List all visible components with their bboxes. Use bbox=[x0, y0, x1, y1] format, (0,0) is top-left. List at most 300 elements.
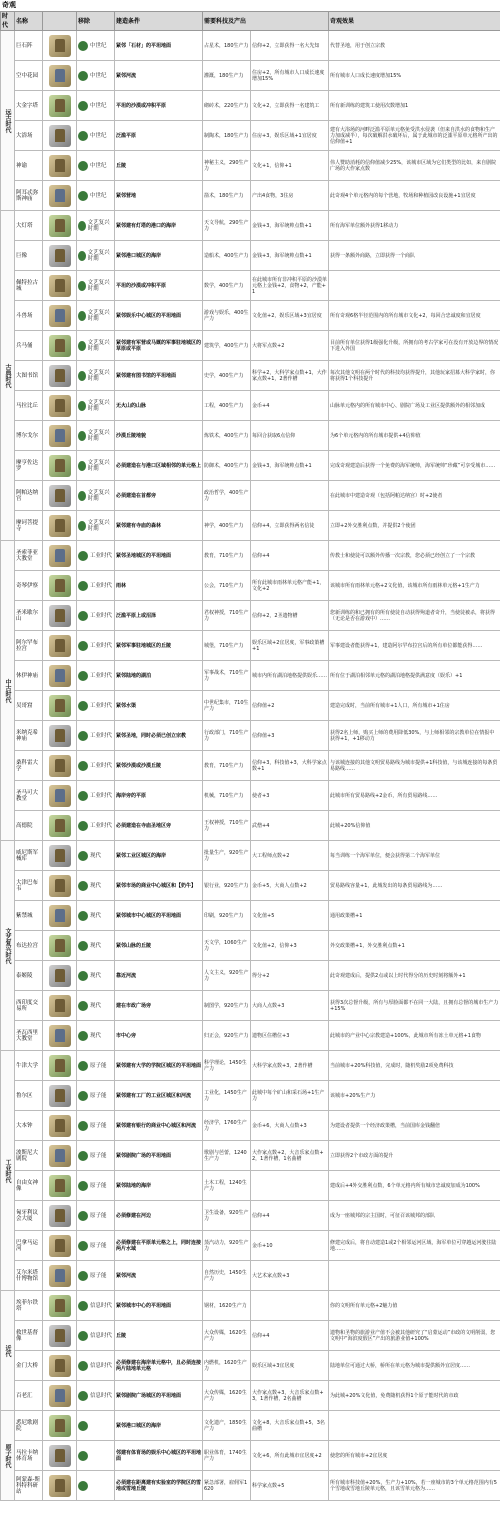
build-condition: 紧邻河流 bbox=[115, 1261, 203, 1291]
wonder-name: 紫禁城 bbox=[15, 901, 43, 931]
wonder-icon bbox=[49, 635, 71, 657]
wonders-table bbox=[0, 11, 500, 1501]
wonder-icon-cell bbox=[43, 481, 77, 511]
removed-era bbox=[77, 151, 115, 181]
wonder-name: 神谕 bbox=[15, 151, 43, 181]
removed-era bbox=[77, 1201, 115, 1231]
removed-era-wrap bbox=[78, 41, 113, 51]
removed-era-wrap bbox=[78, 370, 113, 382]
removed-era-wrap bbox=[78, 1361, 113, 1371]
wonder-icon bbox=[49, 1355, 71, 1377]
table-row bbox=[1, 1321, 500, 1351]
era-badge-icon bbox=[78, 1451, 88, 1461]
header-removed: 移除 bbox=[77, 12, 115, 31]
wonder-icon bbox=[49, 95, 71, 117]
wonder-icon bbox=[49, 1145, 71, 1167]
era-badge-icon bbox=[78, 1061, 88, 1071]
removed-era-text: 文艺复兴时期 bbox=[87, 219, 110, 232]
removed-era-wrap bbox=[78, 1061, 113, 1071]
removed-era bbox=[77, 691, 115, 721]
wonder-icon bbox=[49, 1325, 71, 1347]
wonder-icon bbox=[49, 335, 71, 357]
era-badge-icon bbox=[78, 521, 86, 531]
required-tech-cost: 大众传媒，1620生产力 bbox=[203, 1381, 251, 1411]
wonder-name: 艾尔米塔什博物馆 bbox=[15, 1261, 43, 1291]
build-condition: 必须建造在寺庙圣地区旁 bbox=[115, 811, 203, 841]
removed-era-text: 信息时代 bbox=[90, 1332, 113, 1339]
table-row bbox=[1, 871, 500, 901]
removed-era bbox=[77, 661, 115, 691]
removed-era-wrap bbox=[78, 520, 113, 532]
wonder-effect: 此奇观4个单元格内的每个营地，牧场和种植园改良设施+1宜居度 bbox=[329, 181, 500, 211]
removed-era-wrap bbox=[78, 191, 113, 201]
wonder-output: 信仰+4 bbox=[251, 1201, 329, 1231]
wonder-name: 匈牙利议会大厦 bbox=[15, 1201, 43, 1231]
required-tech-cost: 制陶术，180生产力 bbox=[203, 121, 251, 151]
wonder-icon-cell bbox=[43, 601, 77, 631]
removed-era-wrap bbox=[78, 1331, 113, 1341]
wonder-effect: 获得2名上师，购买上师的费用降低30%，与上师相邻的宗教单位在情报中获得+1，+1移动力 bbox=[329, 721, 500, 751]
removed-era bbox=[77, 961, 115, 991]
required-tech-cost: 紧急部署，雇佣军1620 bbox=[203, 1471, 251, 1501]
build-condition: 市中心旁 bbox=[115, 1021, 203, 1051]
wonder-name: 阿尔罕布拉宫 bbox=[15, 631, 43, 661]
removed-era bbox=[77, 871, 115, 901]
wonder-icon bbox=[49, 935, 71, 957]
removed-era bbox=[77, 511, 115, 541]
removed-era-text: 现代 bbox=[90, 882, 102, 889]
removed-era-wrap bbox=[78, 1241, 113, 1251]
wonder-icon-cell bbox=[43, 991, 77, 1021]
table-row bbox=[1, 121, 500, 151]
table-body bbox=[1, 31, 500, 1501]
build-condition: 必须建在距离建有实验室的学院区的雪地或雪地丘陵 bbox=[115, 1471, 203, 1501]
wonder-output: 大作家点数+2，大音乐家点数+2，1著作槽，1名曲槽 bbox=[251, 1141, 329, 1171]
wonder-output: 产出4食物，3住房 bbox=[251, 181, 329, 211]
wonder-output: 文化值+5 bbox=[251, 901, 329, 931]
era-cell: 古典时代 bbox=[1, 211, 15, 541]
table-row bbox=[1, 1411, 500, 1441]
removed-era-wrap bbox=[78, 1121, 113, 1131]
removed-era-text: 工业时代 bbox=[90, 612, 113, 619]
wonder-name: 马拉卡纳体育场 bbox=[15, 1441, 43, 1471]
table-row bbox=[1, 151, 500, 181]
removed-era bbox=[77, 1231, 115, 1261]
required-tech-cost: 砌砖术，220生产力 bbox=[203, 91, 251, 121]
wonder-effect: 遗物和圣物的旅游业产值不会被其他研究了“启蒙运动”市政的文明削弱，您文明中“海滨度假区”产出的旅游业值+100% bbox=[329, 1321, 500, 1351]
wonder-effect: 你的文明所有单元格+2魅力值 bbox=[329, 1291, 500, 1321]
wonder-name: 巴拿马运河 bbox=[15, 1231, 43, 1261]
removed-era bbox=[77, 331, 115, 361]
wonder-effect: 当前城市+20%科技值，完成时，随机奖励2项免费科技 bbox=[329, 1051, 500, 1081]
wonder-output: 文化+8，大音乐家点数+5，3名曲槽 bbox=[251, 1411, 329, 1441]
wonder-effect: 陆地单位可通过大桥，桥所在单元格为城市提供额外宜居度…… bbox=[329, 1351, 500, 1381]
table-row bbox=[1, 1231, 500, 1261]
removed-era-text: 中世纪 bbox=[90, 42, 107, 49]
required-tech-cost: 自然历史，1450生产力 bbox=[203, 1261, 251, 1291]
wonder-output: 文化值+2，娱乐区域+3宜居度 bbox=[251, 301, 329, 331]
removed-era-text: 原子能 bbox=[90, 1182, 107, 1189]
removed-era-text: 文艺复兴时期 bbox=[87, 339, 110, 352]
wonder-icon-cell bbox=[43, 901, 77, 931]
wonder-icon bbox=[49, 365, 71, 387]
removed-era bbox=[77, 241, 115, 271]
removed-era bbox=[77, 1441, 115, 1471]
table-row bbox=[1, 211, 500, 241]
era-badge-icon bbox=[78, 971, 88, 981]
wonder-effect: 通用政策槽+1 bbox=[329, 901, 500, 931]
removed-era-wrap bbox=[78, 551, 113, 561]
table-row bbox=[1, 991, 500, 1021]
wonder-icon-cell bbox=[43, 361, 77, 391]
era-badge-icon bbox=[78, 1301, 88, 1311]
removed-era-text: 文艺复兴时期 bbox=[87, 249, 110, 262]
wonder-output: 金钱+3，海军统帅点数+1 bbox=[251, 451, 329, 481]
required-tech-cost: 天文导航，290生产力 bbox=[203, 211, 251, 241]
removed-era bbox=[77, 451, 115, 481]
table-row bbox=[1, 91, 500, 121]
era-cell: 近代 bbox=[1, 1291, 15, 1411]
removed-era-wrap bbox=[78, 1481, 113, 1491]
build-condition: 紧邻陆地的海岸 bbox=[115, 1171, 203, 1201]
table-row bbox=[1, 1111, 500, 1141]
build-condition: 紧邻港口城区的海岸 bbox=[115, 241, 203, 271]
removed-era-text: 工业时代 bbox=[90, 792, 113, 799]
removed-era-text: 中世纪 bbox=[90, 162, 107, 169]
removed-era-text: 信息时代 bbox=[90, 1302, 113, 1309]
build-condition: 紧邻娱乐中心城区的平坦地面 bbox=[115, 301, 203, 331]
wonder-effect: 立即+2外交胜利点数，并提供2个使团 bbox=[329, 511, 500, 541]
wonder-effect: 每次其他文明在两个时代的科技均获得提升，其他玩家招募大科学家时，你将获得1个科技提升 bbox=[329, 361, 500, 391]
wonder-effect bbox=[329, 271, 500, 301]
build-condition: 海岸旁的平原 bbox=[115, 781, 203, 811]
table-row bbox=[1, 661, 500, 691]
era-cell: 中古时代 bbox=[1, 541, 15, 841]
removed-era-wrap bbox=[78, 1001, 113, 1011]
removed-era-wrap bbox=[78, 1391, 113, 1401]
build-condition: 紧邻圣地，同时必须已创立宗教 bbox=[115, 721, 203, 751]
removed-era bbox=[77, 751, 115, 781]
era-cell: 原子时代 bbox=[1, 1411, 15, 1501]
required-tech-cost: 政治哲学，400生产力 bbox=[203, 481, 251, 511]
table-row bbox=[1, 1021, 500, 1051]
removed-era-wrap bbox=[78, 1451, 113, 1461]
era-badge-icon bbox=[78, 1271, 88, 1281]
removed-era bbox=[77, 91, 115, 121]
wonder-icon bbox=[49, 815, 71, 837]
removed-era-text: 原子能 bbox=[90, 1122, 107, 1129]
removed-era bbox=[77, 601, 115, 631]
wonder-effect: 获得一条额外商路，立即获得一个商队 bbox=[329, 241, 500, 271]
wonder-name: 巨石阵 bbox=[15, 31, 43, 61]
wonder-icon-cell bbox=[43, 691, 77, 721]
wonder-effect: 所有海军单位额外获得1移动力 bbox=[329, 211, 500, 241]
removed-era bbox=[77, 1081, 115, 1111]
build-condition: 紧邻城市中心的平坦地面 bbox=[115, 1291, 203, 1321]
wonder-name: 斗兽场 bbox=[15, 301, 43, 331]
wonder-output: 每回合获取6点信仰 bbox=[251, 421, 329, 451]
table-row bbox=[1, 1051, 500, 1081]
removed-era-wrap bbox=[78, 490, 113, 502]
era-badge-icon bbox=[78, 1241, 88, 1251]
era-badge-icon bbox=[78, 581, 88, 591]
removed-era-wrap bbox=[78, 131, 113, 141]
wonder-effect bbox=[329, 1411, 500, 1441]
removed-era-wrap bbox=[78, 220, 113, 232]
wonder-effect: 代替圣地，用于创立宗教 bbox=[329, 31, 500, 61]
wonder-icon-cell bbox=[43, 1171, 77, 1201]
removed-era-wrap bbox=[78, 611, 113, 621]
table-row bbox=[1, 721, 500, 751]
required-tech-cost: 人文主义，920生产力 bbox=[203, 961, 251, 991]
required-tech-cost: 君权神授，710生产力 bbox=[203, 601, 251, 631]
era-badge-icon bbox=[78, 41, 88, 51]
table-row bbox=[1, 421, 500, 451]
removed-era bbox=[77, 211, 115, 241]
required-tech-cost: 行政部门，710生产力 bbox=[203, 721, 251, 751]
build-condition: 平坦的沙漠或冲积平原 bbox=[115, 91, 203, 121]
wonder-icon bbox=[49, 215, 71, 237]
wonder-icon-cell bbox=[43, 751, 77, 781]
era-badge-icon bbox=[78, 1391, 88, 1401]
removed-era bbox=[77, 991, 115, 1021]
wonder-effect: 外交政策槽+1，外交胜利点数+1 bbox=[329, 931, 500, 961]
wonder-icon bbox=[49, 1115, 71, 1137]
removed-era-text: 现代 bbox=[90, 1032, 102, 1039]
build-condition: 平坦的沙漠或冲积平原 bbox=[115, 271, 203, 301]
wonder-effect: 立即获得2个市政方面的提升 bbox=[329, 1141, 500, 1171]
wonder-name: 威尼斯军械库 bbox=[15, 841, 43, 871]
removed-era-text: 工业时代 bbox=[90, 732, 113, 739]
wonder-effect: 所有位于湖泊相邻单元格的湖泊地格提供满意度（娱乐）+1 bbox=[329, 661, 500, 691]
required-tech-cost: 经济学，1760生产力 bbox=[203, 1111, 251, 1141]
table-row bbox=[1, 691, 500, 721]
era-badge-icon bbox=[78, 731, 88, 741]
removed-era bbox=[77, 1351, 115, 1381]
removed-era-wrap bbox=[78, 161, 113, 171]
required-tech-cost: 公会，710生产力 bbox=[203, 571, 251, 601]
wonder-name: 佩特拉古城 bbox=[15, 271, 43, 301]
removed-era-wrap bbox=[78, 310, 113, 322]
wonder-name: 大图书馆 bbox=[15, 361, 43, 391]
build-condition: 丘陵 bbox=[115, 1321, 203, 1351]
wonder-output: 遗物区住槽位+3 bbox=[251, 1021, 329, 1051]
header-era: 时代 bbox=[1, 12, 15, 31]
wonder-output: 科学家点数+5 bbox=[251, 1471, 329, 1501]
removed-era-wrap bbox=[78, 1421, 113, 1431]
build-condition: 沙漠丘陵地貌 bbox=[115, 421, 203, 451]
removed-era-text: 原子能 bbox=[90, 1272, 107, 1279]
wonder-effect: 建造完成时，当前所有城市+1人口，所有城市+1住房 bbox=[329, 691, 500, 721]
required-tech-cost: 制图学，920生产力 bbox=[203, 991, 251, 1021]
removed-era-wrap bbox=[78, 250, 113, 262]
table-row bbox=[1, 811, 500, 841]
wonder-output: 金钱+3，海军统帅点数+1 bbox=[251, 241, 329, 271]
table-row bbox=[1, 1471, 500, 1501]
wonder-name: 博尔戈尔 bbox=[15, 421, 43, 451]
removed-era bbox=[77, 541, 115, 571]
required-tech-cost: 职业体育，1740生产力 bbox=[203, 1441, 251, 1471]
removed-era bbox=[77, 1111, 115, 1141]
wonder-name: 桑科雷大学 bbox=[15, 751, 43, 781]
removed-era-text: 工业时代 bbox=[90, 672, 113, 679]
build-condition: 必须建造在首都旁 bbox=[115, 481, 203, 511]
era-badge-icon bbox=[78, 1481, 88, 1491]
wonder-output: 娱乐区域+2宜居度，军事政策槽+1 bbox=[251, 631, 329, 661]
wonder-output: 大工程师点数+2 bbox=[251, 841, 329, 871]
era-badge-icon bbox=[78, 191, 88, 201]
build-condition: 紧邻河流 bbox=[115, 61, 203, 91]
wonder-icon bbox=[49, 125, 71, 147]
era-cell: 文艺复兴时代 bbox=[1, 841, 15, 1051]
removed-era bbox=[77, 1171, 115, 1201]
wonder-name: 米纳克希神庙 bbox=[15, 721, 43, 751]
table-row bbox=[1, 841, 500, 871]
build-condition: 紧邻建有大学的学院区城区的平坦地面 bbox=[115, 1051, 203, 1081]
wonder-output: 大将军点数+2 bbox=[251, 331, 329, 361]
era-badge-icon bbox=[78, 1001, 88, 1011]
wonder-output: 信仰+2，立即获得一名大先知 bbox=[251, 31, 329, 61]
wonder-name: 救世基督像 bbox=[15, 1321, 43, 1351]
wonder-icon-cell bbox=[43, 1381, 77, 1411]
wonder-icon bbox=[49, 785, 71, 807]
build-condition: 必须修建在海岸单元格中，且必须连接两片陆地单元格 bbox=[115, 1351, 203, 1381]
removed-era-wrap bbox=[78, 1301, 113, 1311]
table-row bbox=[1, 1381, 500, 1411]
required-tech-cost: 造船术，400生产力 bbox=[203, 241, 251, 271]
wonder-icon bbox=[49, 515, 71, 537]
wonder-icon bbox=[49, 845, 71, 867]
wonder-output: 金币+6，大商人点数+3 bbox=[251, 1111, 329, 1141]
wonder-icon-cell bbox=[43, 181, 77, 211]
era-badge-icon bbox=[78, 941, 88, 951]
wonder-icon bbox=[49, 1085, 71, 1107]
wonder-output: 金钱+3，海军统帅点数+1 bbox=[251, 211, 329, 241]
wonder-icon bbox=[49, 995, 71, 1017]
removed-era-wrap bbox=[78, 821, 113, 831]
table-row bbox=[1, 1141, 500, 1171]
removed-era-text: 文艺复兴时期 bbox=[87, 309, 110, 322]
build-condition: 雨林 bbox=[115, 571, 203, 601]
build-condition: 紧邻剧院广场的平坦地面 bbox=[115, 1141, 203, 1171]
era-badge-icon bbox=[78, 401, 86, 411]
wonder-output: 信仰+2，2圣遗物槽 bbox=[251, 601, 329, 631]
wonder-effect: 使您的所有城市+2宜居度 bbox=[329, 1441, 500, 1471]
wonder-name: 大金字塔 bbox=[15, 91, 43, 121]
era-badge-icon bbox=[78, 1151, 88, 1161]
wonder-output: 在此城市所有非冲积平原的沙漠单元格上金钱+2，食物+2，产能+1 bbox=[251, 271, 329, 301]
wonder-name: 兵马俑 bbox=[15, 331, 43, 361]
build-condition: 紧邻市场的商业中心城区和【奶牛】 bbox=[115, 871, 203, 901]
table-row bbox=[1, 241, 500, 271]
removed-era-wrap bbox=[78, 1271, 113, 1281]
wonder-icon-cell bbox=[43, 541, 77, 571]
wonder-icon-cell bbox=[43, 31, 77, 61]
wonder-icon bbox=[49, 35, 71, 57]
wonder-output: 信仰值+3 bbox=[251, 721, 329, 751]
removed-era bbox=[77, 811, 115, 841]
table-row bbox=[1, 271, 500, 301]
wonder-effect: 在此城市中建造奇观（包括阿帕达纳宫）时+2使者 bbox=[329, 481, 500, 511]
wonder-effect: 军事建设者能获得+1，建造阿尔罕布拉宫后的所有单位都能获得…… bbox=[329, 631, 500, 661]
era-badge-icon bbox=[78, 371, 86, 381]
table-row bbox=[1, 451, 500, 481]
build-condition: 紧邻陆地的湖泊 bbox=[115, 661, 203, 691]
removed-era-wrap bbox=[78, 701, 113, 711]
wonder-output: 大作家点数+3，大音乐家点数+3，1著作槽，2名曲槽 bbox=[251, 1381, 329, 1411]
era-badge-icon bbox=[78, 71, 88, 81]
removed-era-wrap bbox=[78, 460, 113, 472]
table-row bbox=[1, 1261, 500, 1291]
page-title: 奇观 bbox=[2, 1, 16, 9]
era-badge-icon bbox=[78, 251, 86, 261]
wonder-icon-cell bbox=[43, 1021, 77, 1051]
build-condition: 紧邻城市中心城区的平坦地面 bbox=[115, 901, 203, 931]
required-tech-cost: 城堡，710生产力 bbox=[203, 631, 251, 661]
removed-era-wrap bbox=[78, 761, 113, 771]
required-tech-cost: 机械，710生产力 bbox=[203, 781, 251, 811]
era-badge-icon bbox=[78, 1121, 88, 1131]
removed-era-text: 现代 bbox=[90, 1002, 102, 1009]
table-row bbox=[1, 1171, 500, 1201]
required-tech-cost: 天文学，1060生产力 bbox=[203, 931, 251, 961]
wonder-effect: 目前所有单位获得1级强化升级，所拥有的考古学家可在没有开放边界的情况下进入外国 bbox=[329, 331, 500, 361]
removed-era-text: 中世纪 bbox=[90, 192, 107, 199]
required-tech-cost: 银行业，920生产力 bbox=[203, 871, 251, 901]
build-condition: 紧邻建有图书馆的平坦地面 bbox=[115, 361, 203, 391]
removed-era bbox=[77, 841, 115, 871]
wonder-icon bbox=[49, 1235, 71, 1257]
build-condition: 紧邻军事驻地城区的丘陵 bbox=[115, 631, 203, 661]
removed-era bbox=[77, 31, 115, 61]
removed-era-wrap bbox=[78, 851, 113, 861]
wonder-output: 娱乐区域+3宜居度 bbox=[251, 1351, 329, 1381]
removed-era-wrap bbox=[78, 671, 113, 681]
wonder-effect: 山脉单元格内的所有城市中心、剧院广场及工业区提供额外的相邻加成 bbox=[329, 391, 500, 421]
removed-era bbox=[77, 931, 115, 961]
removed-era-text: 原子能 bbox=[90, 1062, 107, 1069]
removed-era-text: 中世纪 bbox=[90, 102, 107, 109]
wonder-output bbox=[251, 1171, 329, 1201]
table-row bbox=[1, 1201, 500, 1231]
wonder-output: 大商人点数+3 bbox=[251, 991, 329, 1021]
removed-era bbox=[77, 121, 115, 151]
wonder-effect: 该城市+20%生产力 bbox=[329, 1081, 500, 1111]
table-row bbox=[1, 1291, 500, 1321]
wonder-name: 吴哥窟 bbox=[15, 691, 43, 721]
era-badge-icon bbox=[78, 1181, 88, 1191]
required-tech-cost: 炼铁术，400生产力 bbox=[203, 421, 251, 451]
wonder-name: 圣米歇尔山 bbox=[15, 601, 43, 631]
wonder-effect: 修建完成后，将自动建造1或2个相邻运河区域，海军单位可穿越运河驶往陆地…… bbox=[329, 1231, 500, 1261]
removed-era bbox=[77, 1291, 115, 1321]
wonder-icon bbox=[49, 905, 71, 927]
wonder-output: 大科学家点数+3，2著作槽 bbox=[251, 1051, 329, 1081]
removed-era-wrap bbox=[78, 581, 113, 591]
removed-era-text: 原子能 bbox=[90, 1092, 107, 1099]
table-row bbox=[1, 361, 500, 391]
build-condition: 丘陵 bbox=[115, 151, 203, 181]
required-tech-cost: 占星术，180生产力 bbox=[203, 31, 251, 61]
wonder-output bbox=[251, 1291, 329, 1321]
required-tech-cost: 建筑学，400生产力 bbox=[203, 331, 251, 361]
wonder-icon bbox=[49, 1205, 71, 1227]
removed-era bbox=[77, 631, 115, 661]
table-row bbox=[1, 481, 500, 511]
removed-era bbox=[77, 271, 115, 301]
era-badge-icon bbox=[78, 491, 86, 501]
removed-era bbox=[77, 721, 115, 751]
